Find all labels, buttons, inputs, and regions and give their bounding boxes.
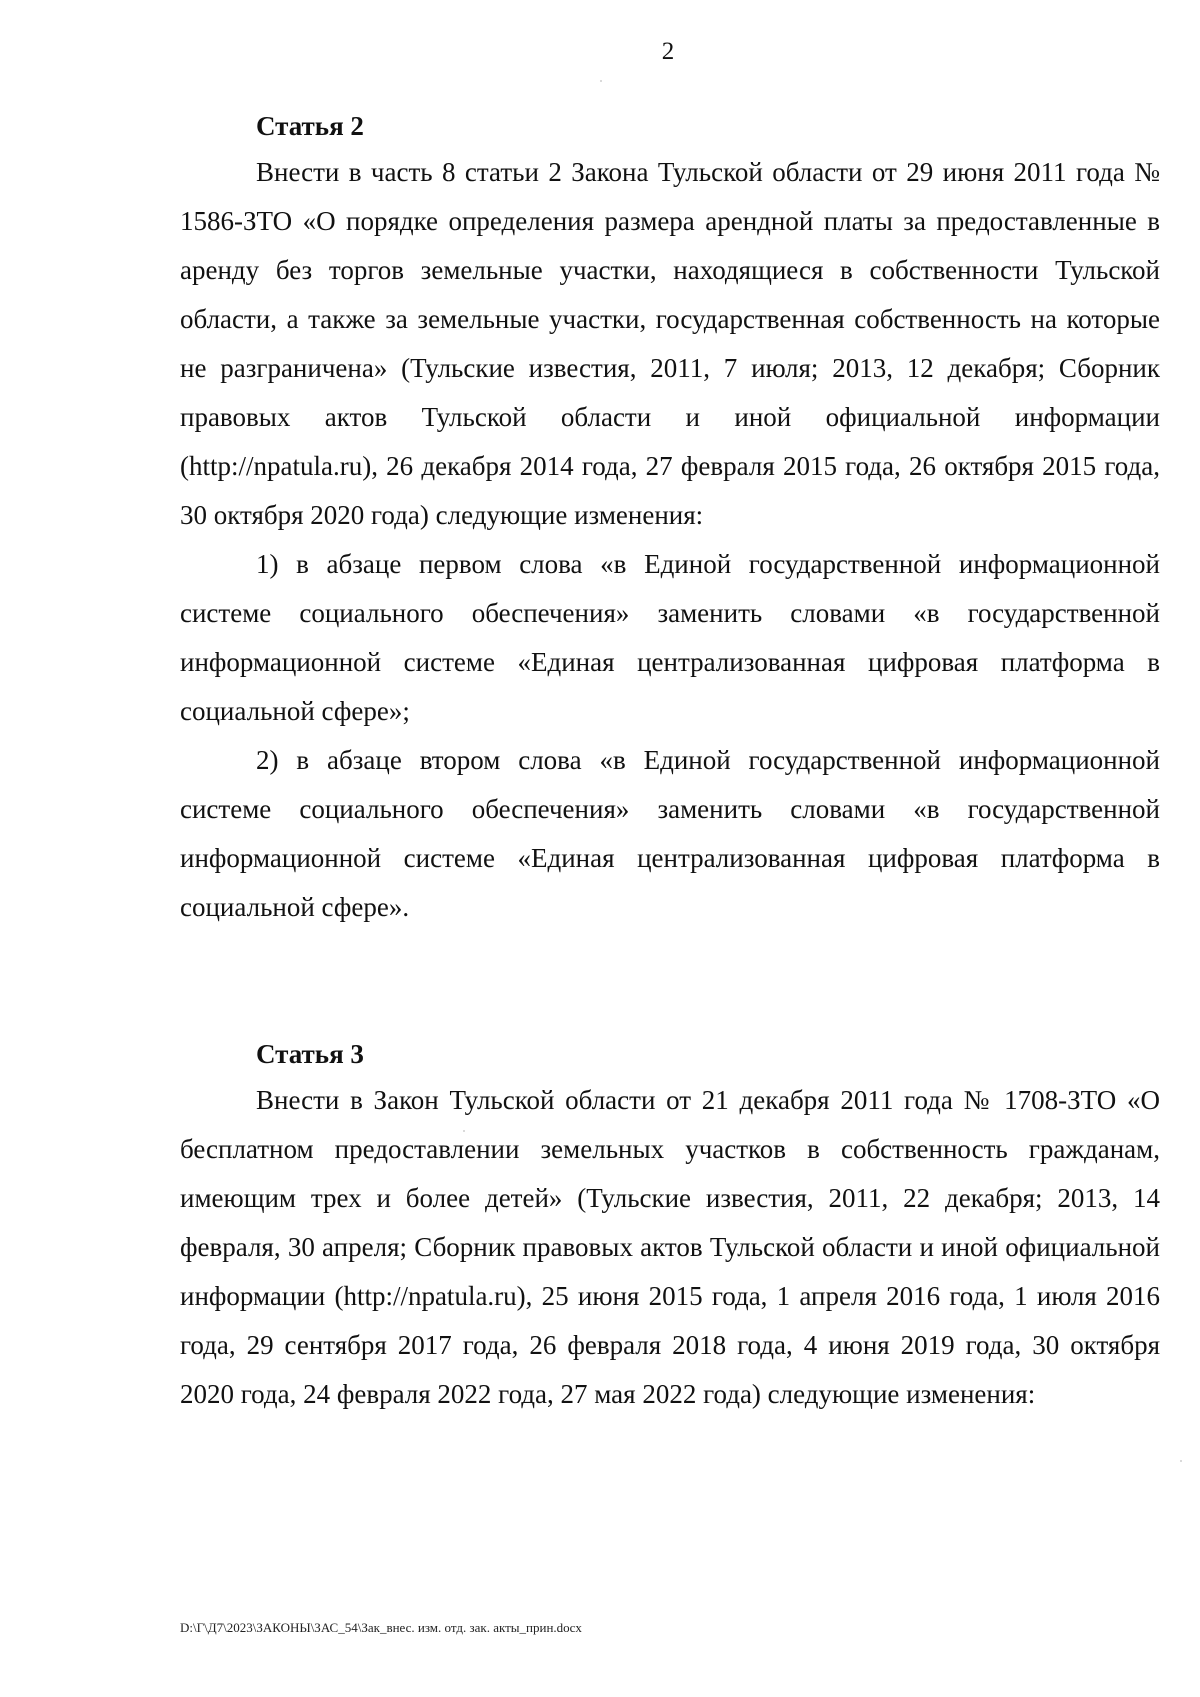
- article-2: [180, 104, 1160, 932]
- article-3-heading: Статья 3: [256, 1039, 364, 1069]
- scan-speck: [600, 80, 602, 82]
- page-number: 2: [661, 38, 675, 65]
- article-3-intro: Внести в Закон Тульской области от 21 декабря 2011 года № 1708-ЗТО «О бесплатном предоставлении земельных участков в собственность гражданам, имеющим трех и более детей» (Тульские известия, 2011, 22 декабря; 2013, 14 февраля, 30 апреля; Сборник правовых актов Тульской области и иной официальной информации (http://npatula.ru), 25 июня 2015 года, 1 апреля 2016 года, 1 июля 2016 года, 29 сентября 2017 года, 26 февраля 2018 года, 4 июня 2019 года, 30 октября 2020 года, 24 февраля 2022 года, 27 мая 2022 года) следующие изменения:: [180, 1085, 1160, 1409]
- article-2-item-1: 1) в абзаце первом слова «в Единой государственной информационной системе социального обеспечения» заменить словами «в государственной информационной системе «Единая централизованная цифровая платформа в социальной сфере»;: [180, 549, 1160, 726]
- article-2-item-2: 2) в абзаце втором слова «в Единой государственной информационной системе социального обеспечения» заменить словами «в государственной информационной системе «Единая централизованная цифровая платформа в социальной сфере».: [180, 745, 1160, 922]
- article-2-intro: Внести в часть 8 статьи 2 Закона Тульской области от 29 июня 2011 года № 1586-ЗТО «О порядке определения размера арендной платы за предоставленные в аренду без торгов земельные участки, находящиеся в собственности Тульской области, а также за земельные участки, государственная собственность на которые не разграничена» (Тульские известия, 2011, 7 июля; 2013, 12 декабря; Сборник правовых актов Тульской области и иной официальной информации (http://npatula.ru), 26 декабря 2014 года, 27 февраля 2015 года, 26 октября 2015 года, 30 октября 2020 года) следующие изменения:: [180, 157, 1160, 530]
- scan-speck: [1180, 1460, 1182, 1462]
- file-path-footer: D:\Г\Д7\2023\ЗАКОНЫ\ЗАС_54\Зак_внес. изм. отд. зак. акты_прин.docx: [180, 1620, 582, 1635]
- scan-speck: [463, 1130, 465, 1132]
- article-2-heading: Статья 2: [256, 111, 364, 141]
- article-3: [180, 1032, 1160, 1419]
